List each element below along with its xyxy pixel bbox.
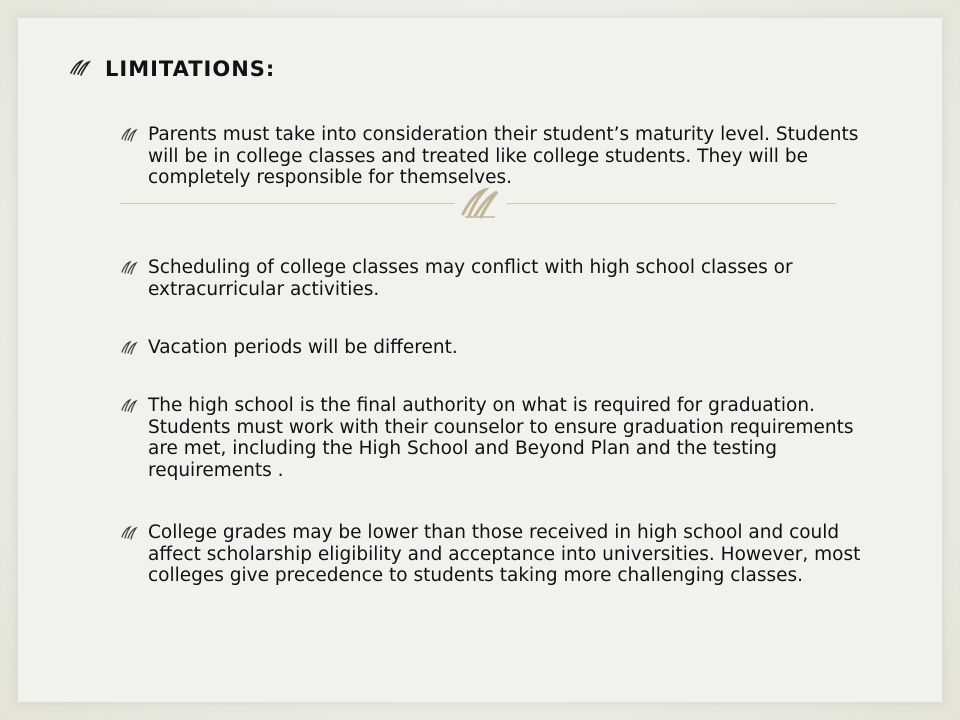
list-item-text: Vacation periods will be different. — [148, 337, 458, 358]
list-item-text: Parents must take into consideration their student’s maturity level. Students will be in college classes and treated like college students. They will be completely responsible for themselves. — [148, 124, 859, 188]
bullet-flourish-icon — [120, 340, 140, 360]
bullet-flourish-icon — [120, 260, 140, 280]
list-item-text: College grades may be lower than those received in high school and could affect scholarship eligibility and acceptance into universities. However, most colleges give precedence to students taking more challenging classes. — [148, 522, 861, 586]
title-bullet-icon — [68, 58, 94, 82]
bullet-flourish-icon — [120, 525, 140, 545]
slide-title: LIMITATIONS: — [105, 57, 276, 81]
list-item-text: Scheduling of college classes may conflict with high school classes or extracurricular activities. — [148, 257, 793, 300]
list-item-text: The high school is the final authority on what is required for graduation. Students must work with their counselor to ensure graduation requirements are met, including the High School and Beyond Plan and the testing requirements . — [148, 395, 854, 481]
slide-frame — [18, 18, 942, 702]
bullet-flourish-icon — [120, 127, 140, 147]
bullet-flourish-icon — [120, 398, 140, 418]
divider-flourish-icon — [455, 184, 507, 224]
